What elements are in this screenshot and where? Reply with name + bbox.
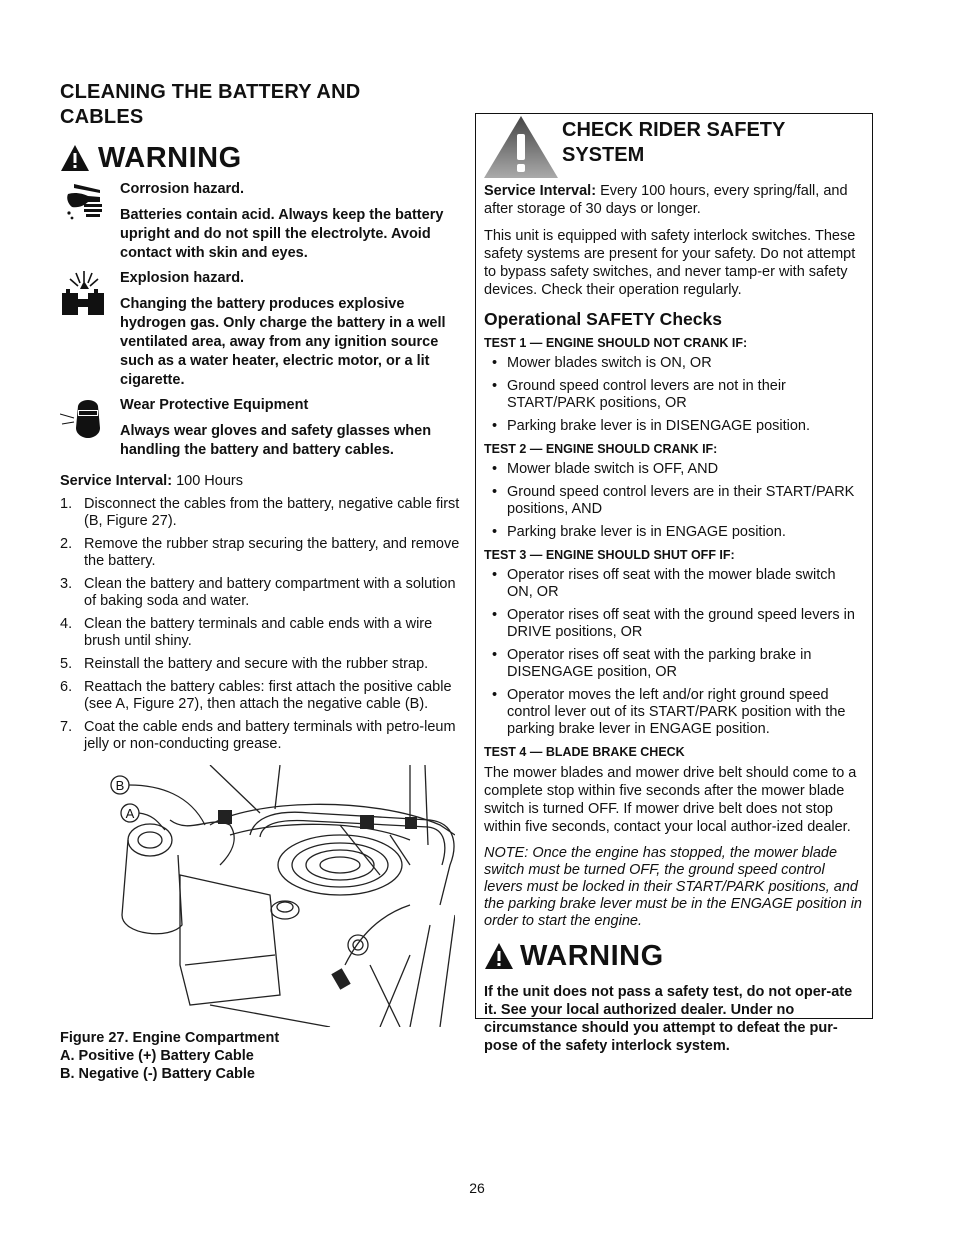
step-number: 5. (60, 656, 73, 672)
list-item (60, 496, 460, 530)
service-interval-value: 100 Hours (176, 473, 243, 489)
title-line: CLEANING THE BATTERY AND (60, 81, 361, 103)
list-item (60, 719, 460, 753)
title-line: CABLES (60, 106, 144, 128)
hazard-body: Changing the battery produces explosive hydrogen gas. Only charge the battery in a well ventilated area, away from any ignition source such as a water heater, electric motor, or a lit cigarette. (120, 296, 446, 388)
section-title-battery (60, 80, 460, 130)
test-heading: TEST 3 — ENGINE SHOULD SHUT OFF IF: (484, 548, 735, 562)
caption-item-a: A. Positive (+) Battery Cable (60, 1048, 254, 1064)
step-number: 2. (60, 536, 73, 552)
safety-header (476, 114, 872, 182)
step-text: Disconnect the cables from the battery, negative cable first (B, Figure 27). (84, 496, 460, 529)
section-title-safety (562, 118, 785, 168)
warning-triangle-icon (60, 144, 90, 172)
step-text: Clean the battery terminals and cable ends with a wire brush until shiny. (84, 616, 433, 649)
title-line: CHECK RIDER SAFETY (562, 119, 786, 141)
test-2-list (484, 461, 864, 541)
battery-acid-icon (60, 180, 110, 226)
caption-title: Figure 27. Engine Compartment (60, 1030, 280, 1046)
list-item (484, 567, 864, 601)
hazard-title: Corrosion hazard. (120, 181, 245, 197)
step-text: Reattach the battery cables: first attach the positive cable (see A, Figure 27), then attach the negative cable (B). (84, 679, 452, 712)
bullet: • (492, 461, 498, 477)
subheading-operational-checks: Operational SAFETY Checks (484, 309, 722, 329)
step-number: 1. (60, 496, 73, 512)
test-heading: TEST 4 — BLADE BRAKE CHECK (484, 745, 685, 759)
service-interval-label: Service Interval: (60, 473, 173, 489)
bullet: • (492, 567, 498, 583)
bullet: • (492, 484, 498, 500)
service-interval (60, 472, 460, 491)
step-number: 4. (60, 616, 73, 632)
warning-triangle-icon (484, 942, 514, 970)
figure-label-a: A (125, 806, 135, 821)
list-item (484, 484, 864, 518)
list-item-text: Operator rises off seat with the mower blade switch ON, OR (507, 567, 836, 600)
figure-label-b: B (115, 778, 125, 793)
list-item-text: Operator moves the left and/or right ground speed control lever out of its START/PARK position with the parking brake lever in ENGAGE position. (507, 687, 846, 737)
bullet: • (492, 355, 498, 371)
step-text: Remove the rubber strap securing the battery, and remove the battery. (84, 536, 460, 569)
engine-compartment-illustration (110, 765, 455, 1027)
warning-label: WARNING (520, 939, 664, 972)
list-item-text: Operator rises off seat with the ground speed levers in DRIVE positions, OR (507, 607, 855, 640)
procedure-steps (60, 496, 460, 753)
list-item (60, 679, 460, 713)
hazard-protective-equipment (60, 396, 460, 460)
list-item (484, 647, 864, 681)
warning-label: WARNING (98, 141, 242, 174)
test-heading: TEST 2 — ENGINE SHOULD CRANK IF: (484, 442, 718, 456)
bullet: • (492, 418, 498, 434)
service-interval-value: Every 100 hours, every spring/fall, and after storage of 30 days or longer. (484, 183, 848, 217)
step-text: Reinstall the battery and secure with the rubber strap. (84, 656, 429, 672)
bullet: • (492, 524, 498, 540)
list-item (60, 616, 460, 650)
test-3-list (484, 567, 864, 738)
explosion-icon (60, 269, 110, 321)
hazard-body: Always wear gloves and safety glasses when handling the battery and battery cables. (120, 423, 432, 458)
engine-compartment-figure (110, 765, 455, 1027)
left-column (60, 80, 460, 1083)
page-number: 26 (469, 1180, 485, 1196)
step-number: 6. (60, 679, 73, 695)
list-item (60, 536, 460, 570)
test-1-list (484, 355, 864, 435)
figure-caption (60, 1029, 460, 1083)
list-item-text: Ground speed control levers are not in their START/PARK positions, OR (507, 378, 786, 411)
title-line: SYSTEM (562, 144, 645, 166)
step-number: 7. (60, 719, 73, 735)
test-heading: TEST 1 — ENGINE SHOULD NOT CRANK IF: (484, 336, 748, 350)
list-item (484, 418, 864, 435)
list-item (60, 576, 460, 610)
list-item (60, 656, 460, 673)
list-item-text: Mower blades switch is ON, OR (507, 355, 712, 371)
bullet: • (492, 687, 498, 703)
list-item (484, 378, 864, 412)
warning-header (484, 938, 864, 974)
protective-equipment-icon (60, 396, 110, 442)
step-text: Clean the battery and battery compartment with a solution of baking soda and water. (84, 576, 456, 609)
bullet: • (492, 378, 498, 394)
hazard-title: Explosion hazard. (120, 270, 245, 286)
service-interval (484, 182, 864, 218)
list-item (484, 687, 864, 738)
hazard-corrosion (60, 180, 460, 263)
step-number: 3. (60, 576, 73, 592)
list-item (484, 607, 864, 641)
list-item-text: Operator rises off seat with the parking brake in DISENGAGE position, OR (507, 647, 812, 680)
intro-paragraph: This unit is equipped with safety interlock switches. These safety systems are present for your safety. Do not attempt to bypass safety switches, and never tamp-er with safety devices. Check their operation regularly. (484, 228, 856, 298)
service-interval-label: Service Interval: (484, 183, 597, 199)
test-4-body: The mower blades and mower drive belt should come to a complete stop within five seconds after the mower blade switch is turned OFF. If mower drive belt does not stop within five seconds, contact your local author-ized dealer. (484, 765, 857, 835)
hazard-title: Wear Protective Equipment (120, 397, 309, 413)
list-item-text: Ground speed control levers are in their START/PARK positions, AND (507, 484, 855, 517)
list-item (484, 524, 864, 541)
list-item-text: Mower blade switch is OFF, AND (507, 461, 719, 477)
warning-body: If the unit does not pass a safety test, do not oper-ate it. See your local authorized dealer. Under no circumstance should you attempt to defeat the pur-pose of the safety interlock system. (484, 984, 853, 1054)
hazard-body: Batteries contain acid. Always keep the battery upright and do not spill the electrolyte. Avoid contact with skin and eyes. (120, 207, 444, 261)
safety-system-box (475, 113, 873, 1054)
bullet: • (492, 607, 498, 623)
note-paragraph: NOTE: Once the engine has stopped, the mower blade switch must be turned OFF, the ground speed control levers must be locked in their START/PARK positions, and the parking brake lever must be in the ENGAGE position in order to start the engine. (484, 845, 862, 929)
list-item-text: Parking brake lever is in ENGAGE position. (507, 524, 786, 540)
list-item (484, 355, 864, 372)
caption-item-b: B. Negative (-) Battery Cable (60, 1066, 255, 1082)
bullet: • (492, 647, 498, 663)
list-item-text: Parking brake lever is in DISENGAGE position. (507, 418, 811, 434)
step-text: Coat the cable ends and battery terminals with petro-leum jelly or non-conducting grease. (84, 719, 456, 752)
hazard-explosion (60, 269, 460, 390)
list-item (484, 461, 864, 478)
warning-header (60, 140, 460, 176)
large-warning-triangle-icon (482, 114, 560, 180)
